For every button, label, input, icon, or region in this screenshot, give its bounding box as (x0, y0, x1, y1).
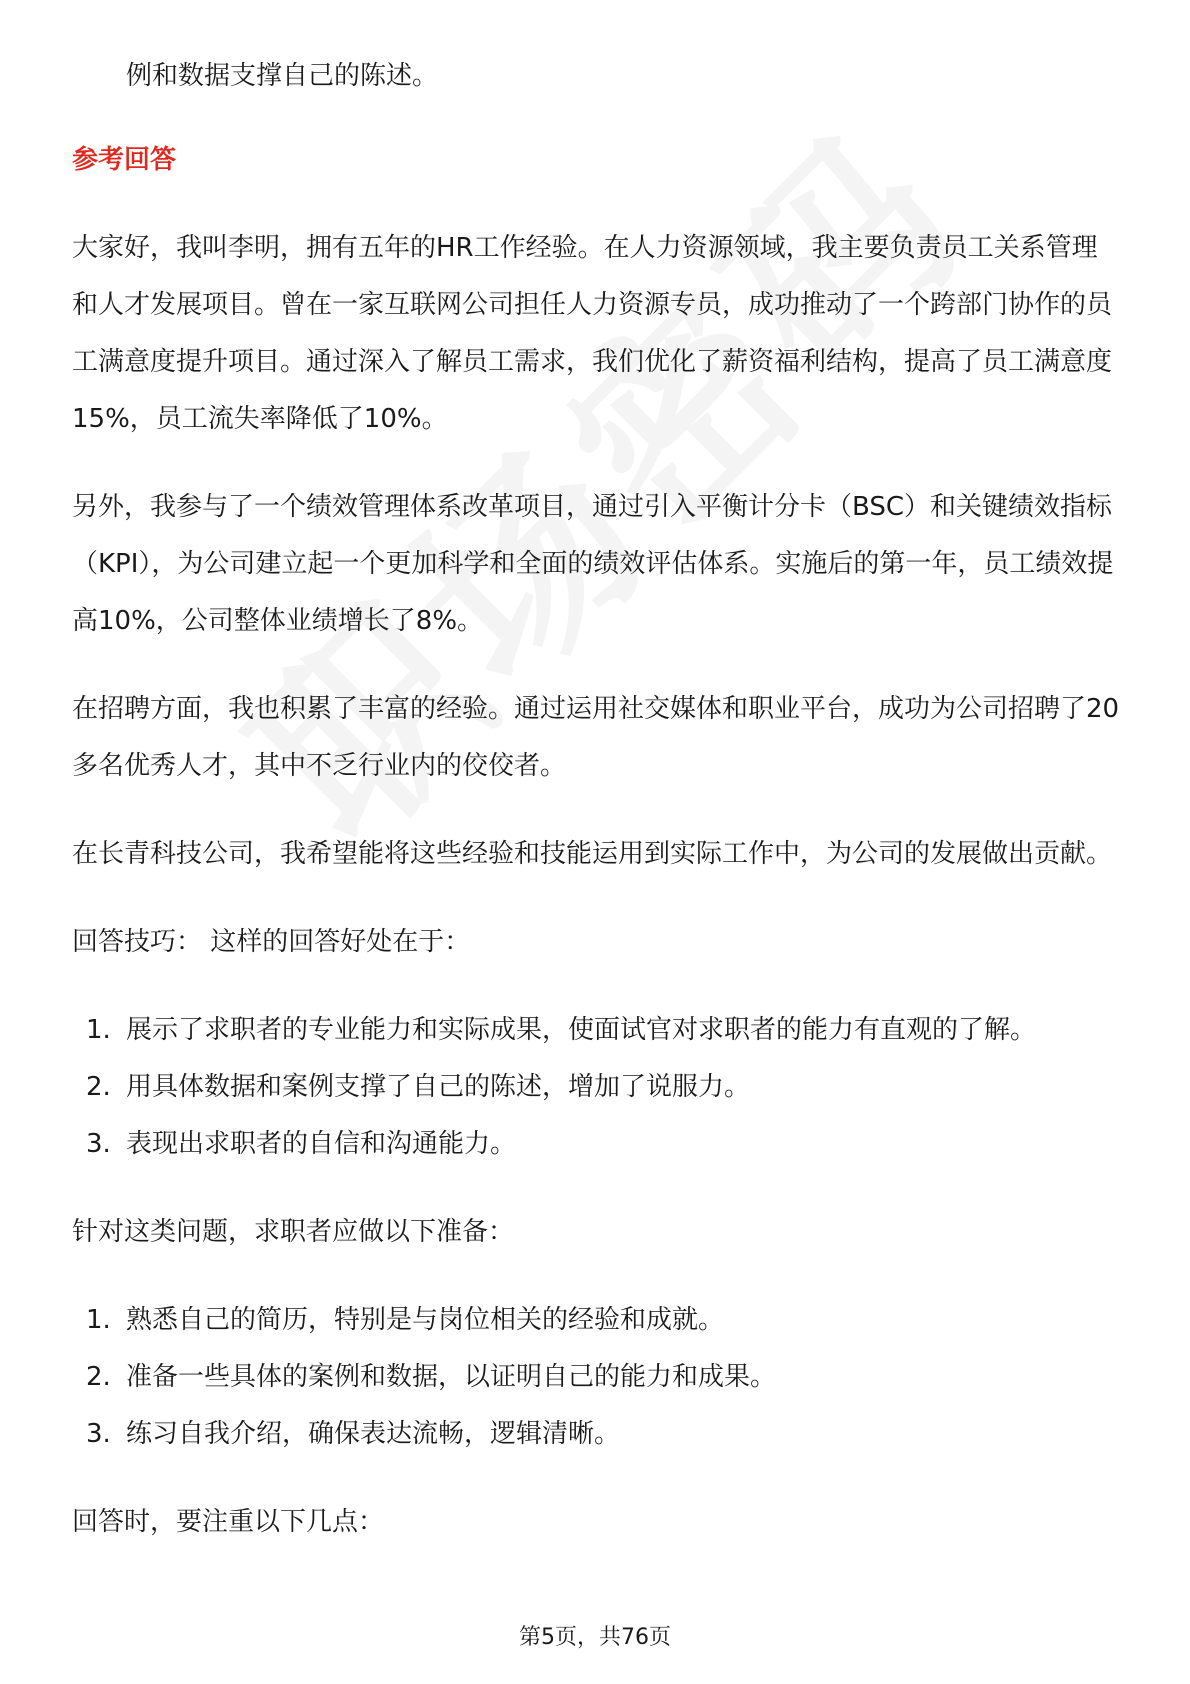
answer-paragraph: 在长青科技公司，我希望能将这些经验和技能运用到实际工作中，为公司的发展做出贡献。 (72, 839, 1113, 869)
prep-intro: 针对这类问题，求职者应做以下准备： (72, 1217, 515, 1247)
list-number: 1. (86, 1305, 111, 1335)
answer-paragraph: 另外，我参与了一个绩效管理体系改革项目，通过引入平衡计分卡（BSC）和关键绩效指标（KPI），为公司建立起一个更加科学和全面的绩效评估体系。实施后的第一年，员工绩效提高10%，公司整体业绩增长了8%。 (72, 492, 1114, 636)
page-content (72, 48, 1122, 1551)
closing-intro: 回答时，要注重以下几点： (72, 1507, 385, 1537)
list-item (72, 1116, 1122, 1173)
list-number: 1. (86, 1015, 111, 1045)
list-item-text: 展示了求职者的专业能力和实际成果，使面试官对求职者的能力有直观的了解。 (126, 1015, 1037, 1045)
reference-answer-heading: 参考回答 (72, 145, 177, 175)
list-item (72, 1002, 1122, 1059)
list-item (72, 1406, 1122, 1463)
answer-paragraph: 在招聘方面，我也积累了丰富的经验。通过运用社交媒体和职业平台，成功为公司招聘了20多名优秀人才，其中不乏行业内的佼佼者。 (72, 694, 1120, 781)
list-number: 3. (86, 1129, 111, 1159)
tips-intro: 回答技巧： 这样的回答好处在于： (72, 927, 471, 957)
list-number: 2. (86, 1072, 111, 1102)
list-number: 2. (86, 1362, 111, 1392)
list-item-text: 准备一些具体的案例和数据，以证明自己的能力和成果。 (126, 1362, 777, 1392)
list-number: 3. (86, 1419, 111, 1449)
prep-list (72, 1292, 1122, 1463)
intro-continuation: 例和数据支撑自己的陈述。 (126, 61, 439, 91)
list-item-text: 熟悉自己的简历，特别是与岗位相关的经验和成就。 (126, 1305, 725, 1335)
tips-list (72, 1002, 1122, 1173)
answer-paragraph: 大家好，我叫李明，拥有五年的HR工作经验。在人力资源领域，我主要负责员工关系管理和人才发展项目。曾在一家互联网公司担任人力资源专员，成功推动了一个跨部门协作的员工满意度提升项目。通过深入了解员工需求，我们优化了薪资福利结构，提高了员工满意度15%，员工流失率降低了10%。 (72, 233, 1113, 434)
list-item (72, 1292, 1122, 1349)
list-item-text: 表现出求职者的自信和沟通能力。 (126, 1129, 517, 1159)
list-item (72, 1349, 1122, 1406)
list-item-text: 用具体数据和案例支撑了自己的陈述，增加了说服力。 (126, 1072, 751, 1102)
list-item-text: 练习自我介绍，确保表达流畅，逻辑清晰。 (126, 1419, 621, 1449)
list-item (72, 1059, 1122, 1116)
page-number-footer: 第5页，共76页 (519, 1625, 671, 1650)
